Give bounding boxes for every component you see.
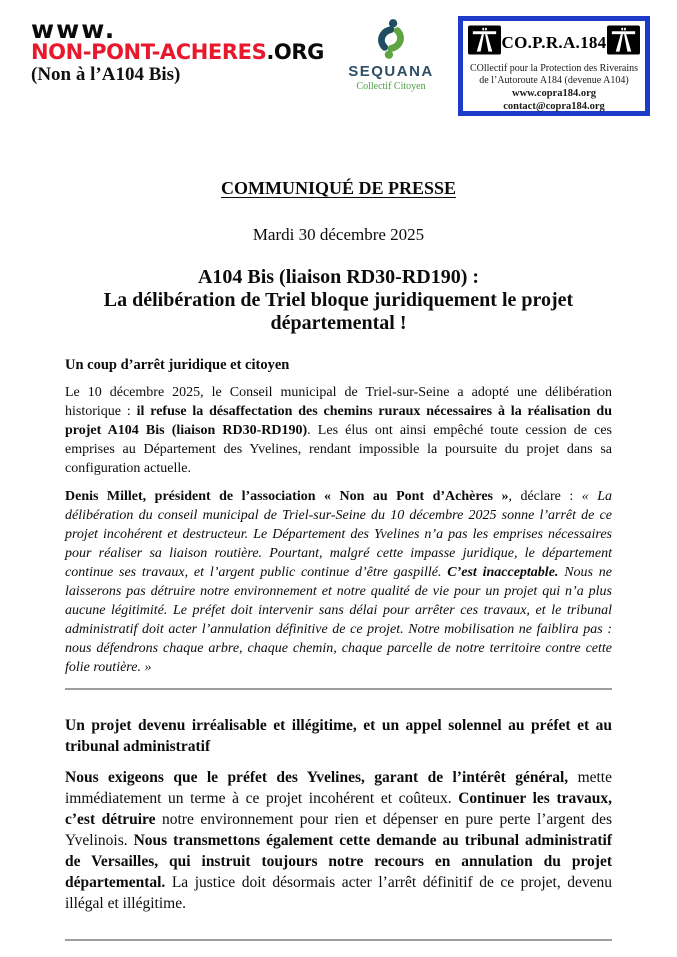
section1-heading: Un coup d’arrêt juridique et citoyen [65,357,290,373]
copra-box [458,16,650,116]
press-release-body [65,178,612,941]
page-header [0,0,677,116]
non-pont-acheres-logo [31,15,324,85]
copra-email: contact@copra184.org [503,101,605,112]
copra-website: www.copra184.org [512,88,596,99]
paragraph-quote-denis-millet: Denis Millet, président de l’association « Non au Pont d’Achères », déclare : « La délibération du conseil municipal de Triel-sur-Seine du 10 décembre 2025 sonne l’arrêt de ce projet incohérent et destructeur. Le Département des Yvelines n’a pas les emprises nécessaires pour réaliser sa liaison routière. Pourtant, malgré cette impasse juridique, le département continue ses travaux, et l’argent public continue d’être gaspillé. C’est inacceptable. Nous ne laisserons pas détruire notre environnement et notre qualité de vie pour un projet qui n’a plus aucune légitimité. Le préfet doit intervenir sans délai pour arrêter ces travaux, et le tribunal administratif doit acter l’annulation définitive de ce projet. Notre mobilisation ne faiblira pas : nous défendrons chaque arbre, chaque chemin, chaque parcelle de notre territoire contre cette folie routière. » [65,489,613,675]
logo-domain-suffix: .ORG [266,40,324,64]
paragraph-deliberation: Le 10 décembre 2025, le Conseil municipal de Triel-sur-Seine a adopté une délibération historique : il refuse la désaffectation des chemins ruraux nécessaires à la réalisation du projet A104 Bis (liaison RD30-RD190). Les élus ont ainsi empêché toute cession de ces emprises au Département des Yvelines, rendant impossible la poursuite du projet dans sa configuration actuelle. [65,385,613,476]
copra-title-row [468,25,640,60]
headline-line1: A104 Bis (liaison RD30-RD190) : [197,266,480,288]
release-date: Mardi 30 décembre 2025 [252,225,425,244]
headline [65,266,612,335]
copra-links [468,87,640,113]
headline-line2: La délibération de Triel bloque juridiquement le projet départemental ! [103,289,574,334]
sequana-name: SEQUANA [348,63,434,80]
logo-domain-red: NON-PONT-ACHERES [31,40,267,64]
sequana-logo [338,16,444,92]
copra-desc-line1: COllectif pour la Protection des Riverains [469,63,639,74]
section-divider [65,688,612,690]
highway-icon [468,25,501,60]
logo-www-line: www. [31,15,117,44]
logo-domain-line [31,42,324,63]
logo-tagline: (Non à l’A104 Bis) [31,64,181,85]
section2-heading: Un projet devenu irréalisable et illégitime, et un appel solennel au préfet et au tribunal administratif [65,717,612,755]
copra-desc-line2: de l’Autoroute A184 (devenue A104) [479,75,629,86]
highway-icon [607,25,640,60]
copra-title: CO.P.R.A.184 [501,32,607,52]
paragraph-appel-prefet: Nous exigeons que le préfet des Yvelines, garant de l’intérêt général, mette immédiatement un terme à ce projet incohérent et coûteux. Continuer les travaux, c’est détruire notre environnement pour rien et dépenser en pure perte l’argent des Yvelinois. Nous transmettons également cette demande au tribunal administratif de Versailles, qui instruit toujours notre recours en annulation du projet départemental. La justice doit désormais acter l’arrêt définitif de ce projet, devenu illégal et illégitime. [65,769,613,912]
bottom-divider [65,939,612,941]
copra-description [468,63,640,87]
sequana-subtitle: Collectif Citoyen [356,81,426,92]
press-release-title: COMMUNIQUÉ DE PRESSE [220,178,457,198]
sequana-mark-icon [338,16,444,62]
